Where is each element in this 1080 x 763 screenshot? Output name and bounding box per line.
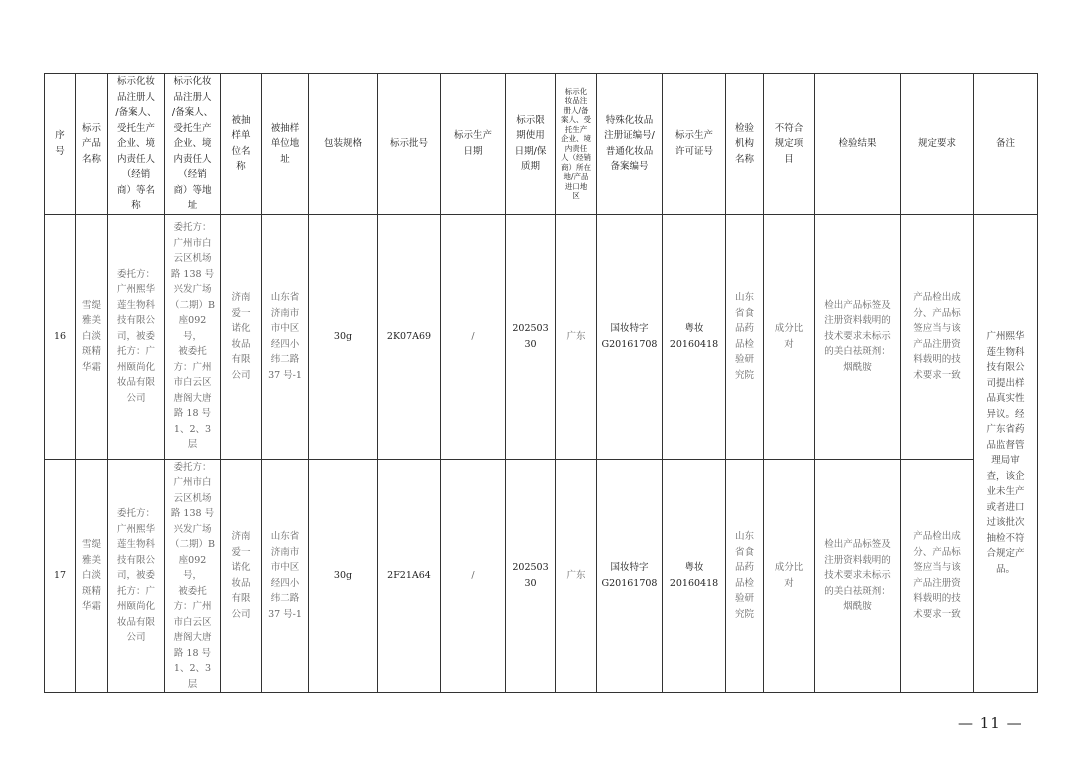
- cell-registration-no: 国妆特字 G20161708: [597, 214, 663, 459]
- cell-inspection-agency: 山东 省食 品药 品检 验研 究院: [726, 459, 764, 693]
- table-row: [45, 459, 1038, 693]
- cell-company-address: 委托方： 广州市白 云区机场 路 138 号 兴发广场 （二期）B 座092 号， 被委托 方：广州 市白云区 唐阁大唐 路 18 号 1、2、3 层: [165, 214, 221, 459]
- cell-region: 广东: [556, 214, 597, 459]
- cell-product-name: 雪缇 雅美 白淡 斑精 华霜: [76, 459, 108, 693]
- header-production-date: 标示生产 日期: [441, 74, 506, 215]
- cell-sampled-unit: 济南 爱一 诺化 妆品 有限 公司: [221, 214, 262, 459]
- header-registration-no: 特殊化妆品 注册证编号/ 普通化妆品 备案编号: [597, 74, 663, 215]
- cell-production-date: /: [441, 459, 506, 693]
- cell-inspection-agency: 山东 省食 品药 品检 验研 究院: [726, 214, 764, 459]
- table-row: [45, 214, 1038, 459]
- header-company-name: 标示化妆 品注册人 /备案人、 受托生产 企业、境 内责任人 （经销 商）等名 称: [108, 74, 165, 215]
- cell-package-spec: 30g: [309, 459, 378, 693]
- page-number: — 11 —: [958, 714, 1023, 732]
- cell-sampled-unit: 济南 爱一 诺化 妆品 有限 公司: [221, 459, 262, 693]
- cell-company-name: 委托方： 广州熙华 莲生物科 技有限公 司，被委 托方：广 州颐尚化 妆品有限 公司: [108, 214, 165, 459]
- header-inspection-agency: 检验 机构 名称: [726, 74, 764, 215]
- cell-region: 广东: [556, 459, 597, 693]
- header-package-spec: 包装规格: [309, 74, 378, 215]
- inspection-results-table: [44, 73, 1038, 693]
- cell-registration-no: 国妆特字 G20161708: [597, 459, 663, 693]
- cell-production-date: /: [441, 214, 506, 459]
- cell-batch-no: 2K07A69: [378, 214, 441, 459]
- cell-note: 广州熙华 莲生物科 技有限公 司提出样 品真实性 异议。经 广东省药 品监督管 理局审 查，该企 业未生产 或者进口 过该批次 抽检不符 合规定产 品。: [974, 214, 1038, 693]
- header-company-address: 标示化妆 品注册人 /备案人、 受托生产 企业、境 内责任人 （经销 商）等地 址: [165, 74, 221, 215]
- header-batch-no: 标示批号: [378, 74, 441, 215]
- cell-license-no: 粤妆 20160418: [663, 214, 726, 459]
- header-sampled-address: 被抽样 单位地 址: [262, 74, 309, 215]
- cell-nonconforming-item: 成分比 对: [764, 214, 815, 459]
- header-expiry-date: 标示限 期使用 日期/保 质期: [506, 74, 556, 215]
- header-requirement: 规定要求: [901, 74, 974, 215]
- header-seq: 序 号: [45, 74, 76, 215]
- cell-nonconforming-item: 成分比 对: [764, 459, 815, 693]
- cell-seq: 17: [45, 459, 76, 693]
- cell-sampled-address: 山东省 济南市 市中区 经四小 纬二路 37 号-1: [262, 459, 309, 693]
- cell-company-address: 委托方： 广州市白 云区机场 路 138 号 兴发广场 （二期）B 座092 号， 被委托 方：广州 市白云区 唐阁大唐 路 18 号 1、2、3 层: [165, 459, 221, 693]
- cell-expiry-date: 202503 30: [506, 459, 556, 693]
- cell-license-no: 粤妆 20160418: [663, 459, 726, 693]
- cell-seq: 16: [45, 214, 76, 459]
- header-product-name: 标示 产品 名称: [76, 74, 108, 215]
- cell-batch-no: 2F21A64: [378, 459, 441, 693]
- header-sampled-unit: 被抽 样单 位名 称: [221, 74, 262, 215]
- cell-inspection-result: 检出产品标签及 注册资料载明的 技术要求未标示 的美白祛斑剂： 烟酰胺: [815, 214, 901, 459]
- cell-package-spec: 30g: [309, 214, 378, 459]
- header-note: 备注: [974, 74, 1038, 215]
- cell-product-name: 雪缇 雅美 白淡 斑精 华霜: [76, 214, 108, 459]
- cell-requirement: 产品检出成 分、产品标 签应当与该 产品注册资 料载明的技 术要求一致: [901, 214, 974, 459]
- cell-expiry-date: 202503 30: [506, 214, 556, 459]
- cell-company-name: 委托方： 广州熙华 莲生物科 技有限公 司，被委 托方：广 州颐尚化 妆品有限 公司: [108, 459, 165, 693]
- cell-inspection-result: 检出产品标签及 注册资料载明的 技术要求未标示 的美白祛斑剂： 烟酰胺: [815, 459, 901, 693]
- header-row: [45, 74, 1038, 215]
- header-license-no: 标示生产 许可证号: [663, 74, 726, 215]
- cell-sampled-address: 山东省 济南市 市中区 经四小 纬二路 37 号-1: [262, 214, 309, 459]
- header-region: 标示化 妆品注 册人/备 案人、受 托生产 企业、境 内责任 人（经销 商）所在 地/产品 进口地 区: [556, 74, 597, 215]
- header-nonconforming-item: 不符合 规定项 目: [764, 74, 815, 215]
- header-inspection-result: 检验结果: [815, 74, 901, 215]
- cell-requirement: 产品检出成 分、产品标 签应当与该 产品注册资 料载明的技 术要求一致: [901, 459, 974, 693]
